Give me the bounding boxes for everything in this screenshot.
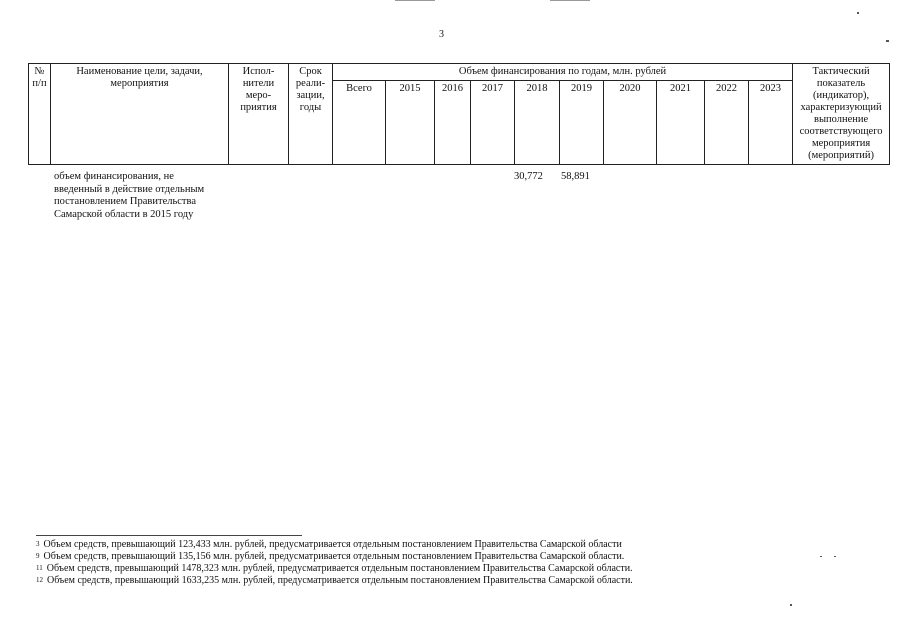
footnote xyxy=(36,551,736,563)
scan-speck xyxy=(834,556,836,557)
footnote-mark: 12 xyxy=(36,576,43,584)
header-year-2021: 2021 xyxy=(657,81,705,165)
table-cell-2019: 58,891 xyxy=(561,171,590,182)
header-year-2022: 2022 xyxy=(705,81,749,165)
header-num: № п/п xyxy=(29,64,51,165)
footnotes xyxy=(36,539,736,587)
header-year-2023: 2023 xyxy=(749,81,793,165)
table-cell-2018: 30,772 xyxy=(514,171,543,182)
table-row-name: объем финансирования, не введенный в действие отдельным постановлением Правительства Самарской области в 2015 году xyxy=(54,171,205,220)
footnote xyxy=(36,539,736,551)
header-total: Всего xyxy=(333,81,386,165)
header-year-2020: 2020 xyxy=(604,81,657,165)
header-indicator: Тактический показатель (индикатор), характеризующий выполнение соответствующего мероприятия (мероприятий) xyxy=(793,64,890,165)
scan-speck xyxy=(820,556,822,557)
footnote xyxy=(36,575,736,587)
scan-speck xyxy=(550,0,590,1)
header-executors: Испол-нители меро-приятия xyxy=(229,64,289,165)
footnote-mark: 3 xyxy=(36,540,40,548)
header-name: Наименование цели, задачи, мероприятия xyxy=(51,64,229,165)
header-funding: Объем финансирования по годам, млн. рублей xyxy=(333,64,793,81)
scan-speck xyxy=(790,604,792,606)
header-year-2015: 2015 xyxy=(386,81,435,165)
financing-table xyxy=(28,63,890,165)
footnote-mark: 11 xyxy=(36,564,43,572)
header-year-2019: 2019 xyxy=(560,81,604,165)
footnote-text: Объем средств, превышающий 1633,235 млн. рублей, предусматривается отдельным постановлением Правительства Самарской области. xyxy=(47,575,633,586)
header-year-2016: 2016 xyxy=(435,81,471,165)
scan-speck xyxy=(395,0,435,1)
footnote xyxy=(36,563,736,575)
footnote-text: Объем средств, превышающий 1478,323 млн. рублей, предусматривается отдельным постановлением Правительства Самарской области. xyxy=(46,563,633,574)
footnote-mark: 9 xyxy=(36,552,40,560)
footnote-text: Объем средств, превышающий 123,433 млн. рублей, предусматривается отдельным постановлением Правительства Самарской области xyxy=(43,539,622,550)
footnote-divider xyxy=(36,535,302,536)
header-term: Срок реали-зации, годы xyxy=(289,64,333,165)
header-year-2017: 2017 xyxy=(471,81,515,165)
scan-speck xyxy=(857,12,859,14)
footnote-text: Объем средств, превышающий 135,156 млн. рублей, предусматривается отдельным постановлением Правительства Самарской области. xyxy=(43,551,625,562)
header-year-2018: 2018 xyxy=(515,81,560,165)
page-number: 3 xyxy=(439,29,444,40)
scan-speck xyxy=(886,40,889,42)
